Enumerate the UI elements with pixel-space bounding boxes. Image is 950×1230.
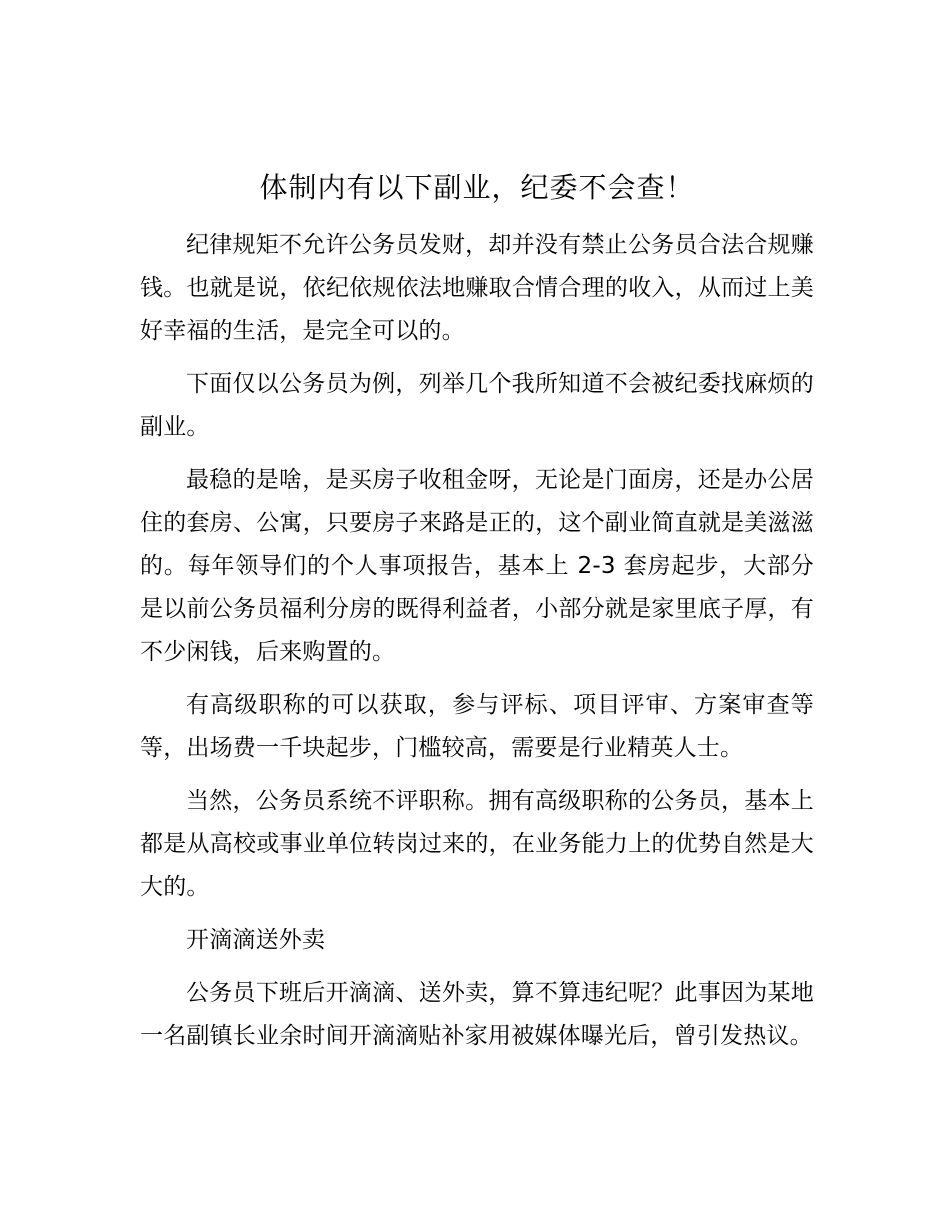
paragraph-didi-delivery: 公务员下班后开滴滴、送外卖，算不算违纪呢？此事因为某地一名副镇长业余时间开滴滴贴补家用被媒体曝光后，曾引发热议。 — [140, 980, 814, 1049]
document-title: 体制内有以下副业，纪委不会查！ — [259, 171, 695, 204]
document-page — [140, 162, 814, 1068]
section-heading-didi-delivery: 开滴滴送外卖 — [186, 927, 326, 953]
paragraph-rental: 最稳的是啥，是买房子收租金呀，无论是门面房，还是办公居住的套房、公寓，只要房子来路是正的，这个副业简直就是美滋滋的。每年领导们的个人事项报告，基本上 2-3 套房起步，大部分是以前公务员福利分房的既得利益者，小部分就是家里底子厚，有不少闲钱，后来购置的。 — [140, 467, 814, 665]
paragraph-title-note: 当然，公务员系统不评职称。拥有高级职称的公务员，基本上都是从高校或事业单位转岗过来的，在业务能力上的优势自然是大大的。 — [140, 788, 814, 900]
paragraph-professional-title: 有高级职称的可以获取，参与评标、项目评审、方案审查等等，出场费一千块起步，门槛较高，需要是行业精英人士。 — [140, 692, 814, 761]
paragraph-intro: 纪律规矩不允许公务员发财，却并没有禁止公务员合法合规赚钱。也就是说，依纪依规依法地赚取合情合理的收入，从而过上美好幸福的生活，是完全可以的。 — [140, 232, 814, 344]
paragraph-overview: 下面仅以公务员为例，列举几个我所知道不会被纪委找麻烦的副业。 — [140, 371, 814, 440]
